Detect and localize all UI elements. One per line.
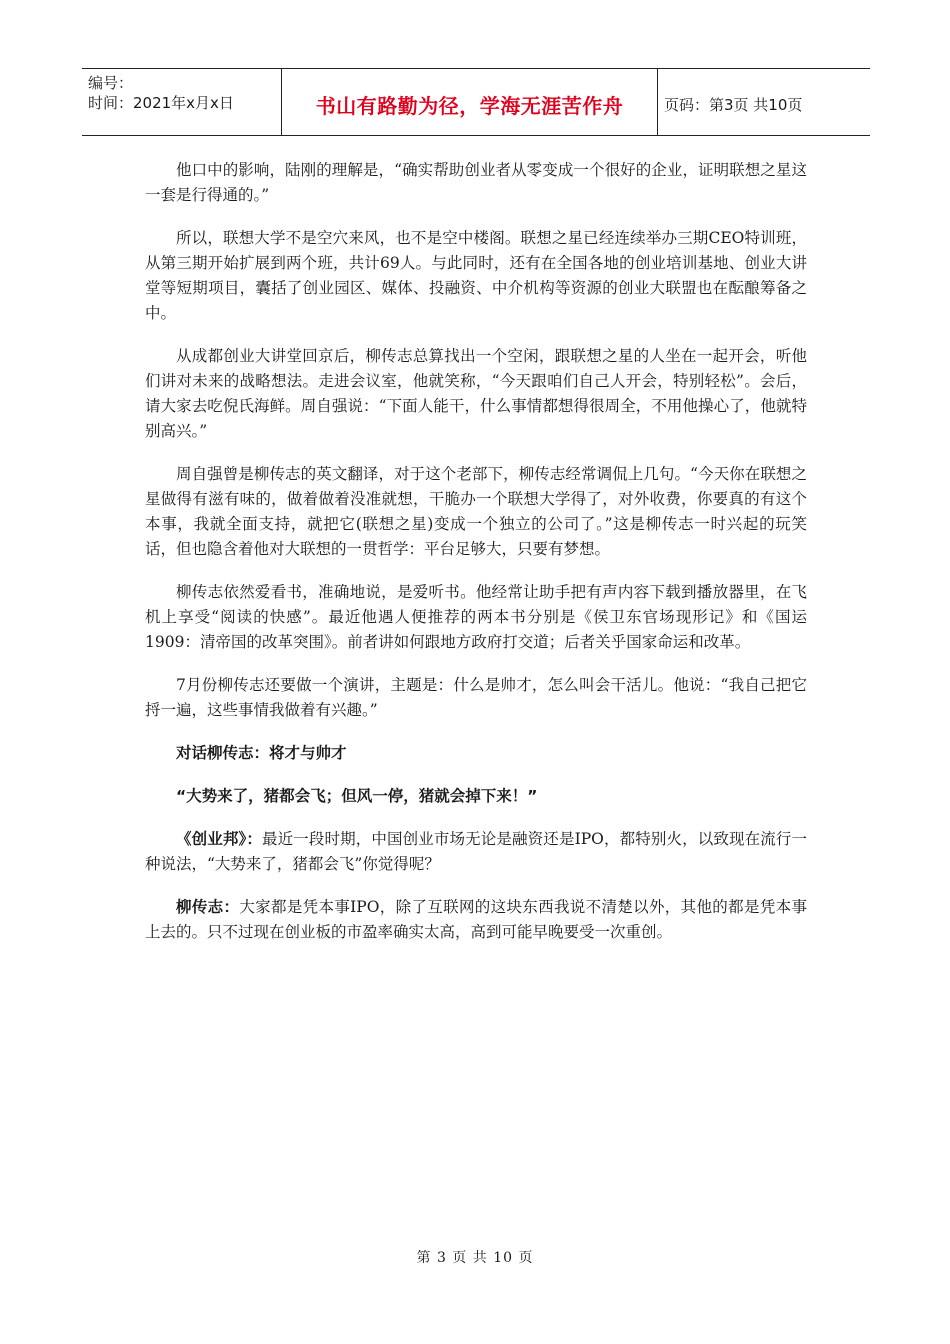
speaker-label: 《创业邦》：	[176, 830, 263, 848]
date-label: 时间：2021年x月x日	[88, 94, 234, 112]
article-body	[145, 158, 807, 963]
section-title: 对话柳传志：将才与帅才	[176, 744, 347, 762]
header-motto-cell	[282, 69, 658, 135]
header-page-cell	[658, 69, 870, 135]
paragraph: 他口中的影响，陆刚的理解是，“确实帮助创业者从零变成一个很好的企业，证明联想之星这一套是行得通的。”	[145, 161, 807, 204]
dialogue-entry	[145, 827, 807, 877]
dialogue-text: 大家都是凭本事IPO，除了互联网的这块东西我说不清楚以外，其他的都是凭本事上去的。只不过现在创业板的市盈率确实太高，高到可能早晚要受一次重创。	[145, 898, 807, 941]
paragraph: 从成都创业大讲堂回京后，柳传志总算找出一个空闲，跟联想之星的人坐在一起开会，听他们讲对未来的战略想法。走进会议室，他就笑称，“今天跟咱们自己人开会，特别轻松”。会后，请大家去吃倪氏海鲜。周自强说：“下面人能干，什么事情都想得很周全，不用他操心了，他就特别高兴。”	[145, 347, 807, 440]
paragraph: 周自强曾是柳传志的英文翻译，对于这个老部下，柳传志经常调侃上几句。“今天你在联想之星做得有滋有味的，做着做着没准就想，干脆办一个联想大学得了，对外收费，你要真的有这个本事，我就全面支持，就把它(联想之星)变成一个独立的公司了。”这是柳传志一时兴起的玩笑话，但也隐含着他对大联想的一贯哲学：平台足够大，只要有梦想。	[145, 465, 807, 558]
motto-text: 书山有路勤为径，学海无涯苦作舟	[315, 93, 624, 118]
paragraph: 所以，联想大学不是空穴来风，也不是空中楼阁。联想之星已经连续举办三期CEO特训班，从第三期开始扩展到两个班，共计69人。与此同时，还有在全国各地的创业培训基地、创业大讲堂等短期项目，囊括了创业园区、媒体、投融资、中介机构等资源的创业大联盟也在酝酿筹备之中。	[145, 229, 807, 322]
dialogue-entry	[145, 895, 807, 945]
dialogue-text: 最近一段时期，中国创业市场无论是融资还是IPO，都特别火，以致现在流行一种说法，“大势来了，猪都会飞”你觉得呢？	[145, 830, 807, 873]
code-label: 编号：	[88, 74, 134, 92]
quote-title: “大势来了，猪都会飞；但风一停，猪就会掉下来！”	[176, 787, 538, 805]
header-meta-cell	[82, 69, 282, 135]
page-header	[82, 68, 870, 136]
paragraph: 7月份柳传志还要做一个演讲，主题是：什么是帅才，怎么叫会干活儿。他说：“我自己把它捋一遍，这些事情我做着有兴趣。”	[145, 676, 807, 719]
paragraph: 柳传志依然爱看书，准确地说，是爱听书。他经常让助手把有声内容下载到播放器里，在飞机上享受“阅读的快感”。最近他遇人便推荐的两本书分别是《侯卫东官场现形记》和《国运1909：清帝国的改革突围》。前者讲如何跟地方政府打交道；后者关乎国家命运和改革。	[145, 583, 807, 651]
speaker-label: 柳传志：	[176, 898, 240, 916]
page-info: 页码：第3页 共10页	[664, 95, 803, 114]
page-footer: 第 3 页 共 10 页	[416, 1250, 534, 1266]
